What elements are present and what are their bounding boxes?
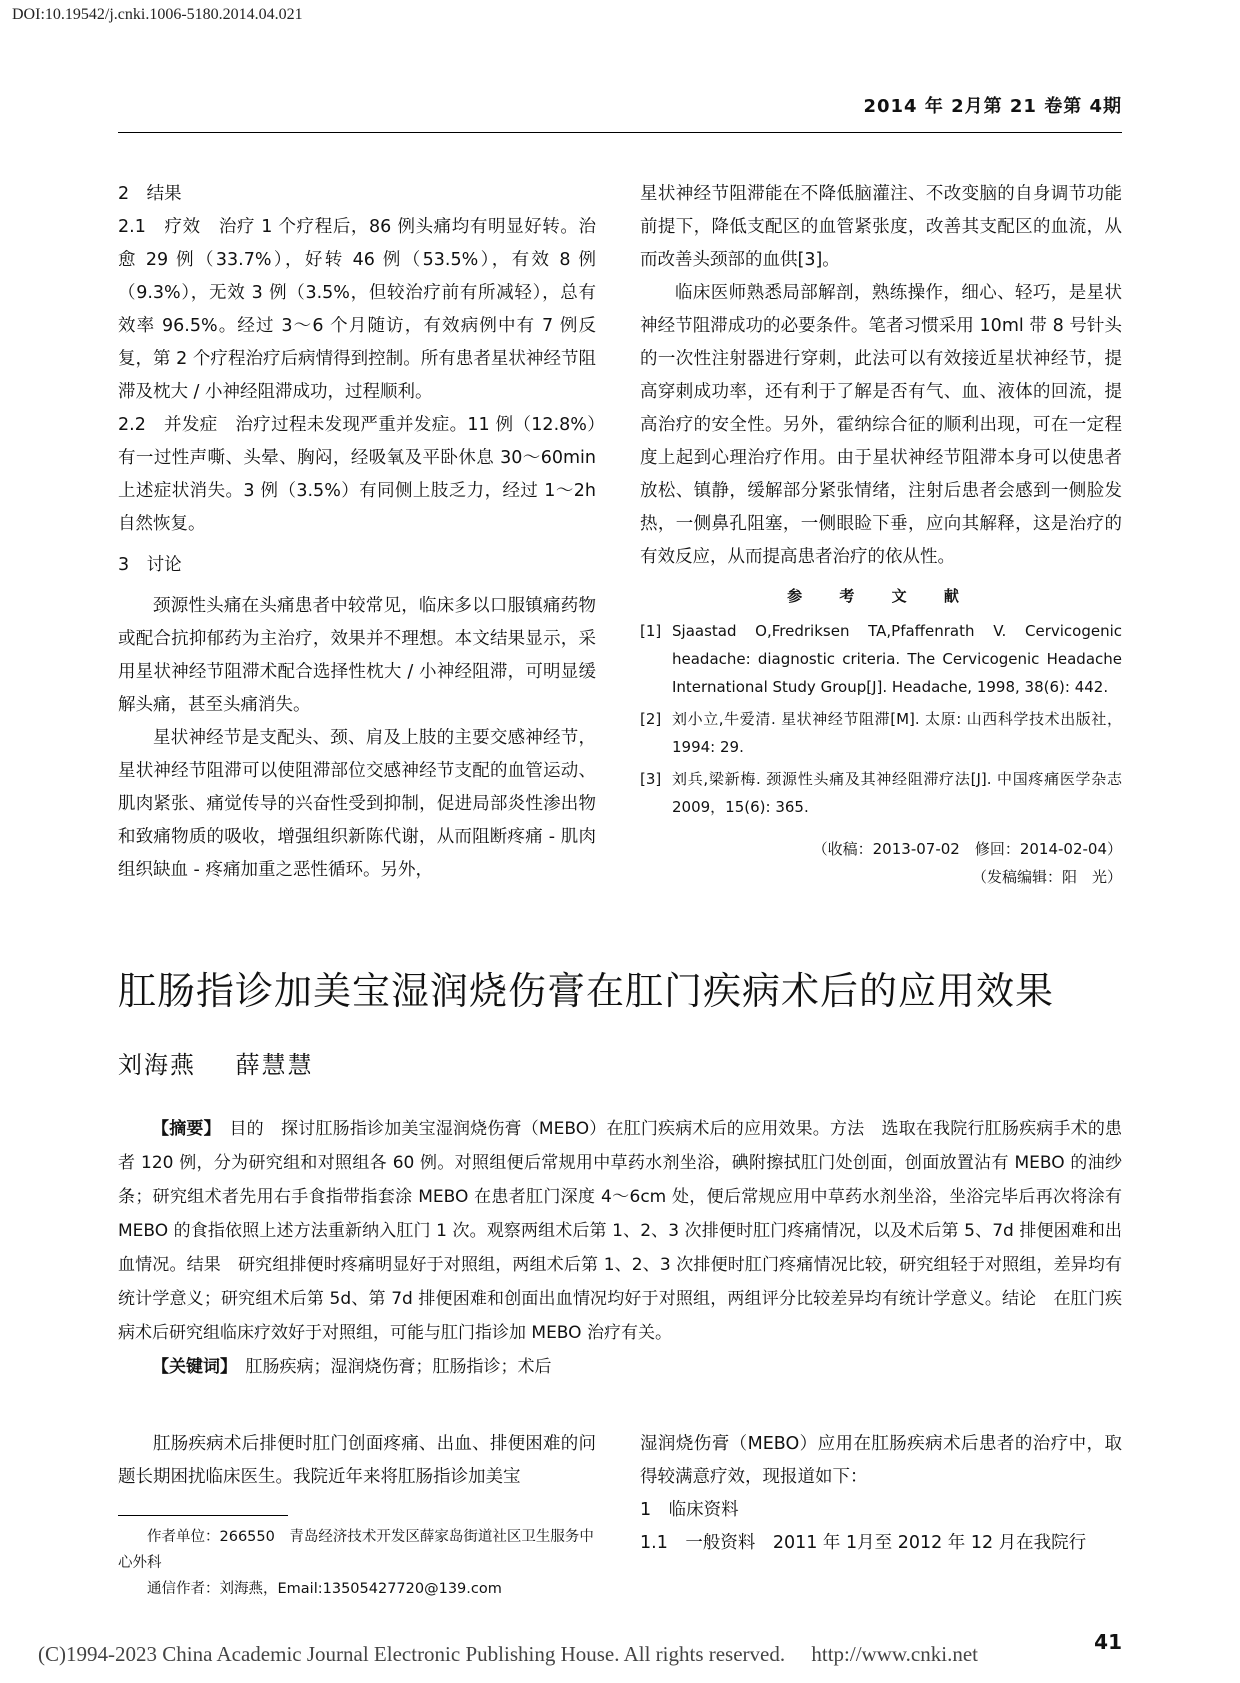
reference-item: [640, 617, 1122, 701]
abstract-label: 【摘要】: [152, 1119, 213, 1139]
prev-article-right-column: [640, 178, 1122, 891]
reference-number: [1]: [640, 622, 662, 640]
intro-paragraph-right: 湿润烧伤膏（MEBO）应用在肛肠疾病术后患者的治疗中，取得较满意疗效，现报道如下：: [640, 1434, 1122, 1487]
abstract-paragraph: [118, 1112, 1122, 1350]
article-right-column: [640, 1428, 1122, 1560]
keywords-paragraph: [118, 1350, 1122, 1384]
reference-item: [640, 765, 1122, 821]
paragraph-general-data: 1.1 一般资料 2011 年 1月至 2012 年 12 月在我院行: [640, 1533, 1087, 1553]
keywords-text: 肛肠疾病；湿润烧伤膏；肛肠指诊；术后: [245, 1357, 552, 1377]
reference-item: [640, 705, 1122, 761]
footnote-block: [118, 1524, 596, 1602]
intro-paragraph-left: 肛肠疾病术后排便时肛门创面疼痛、出血、排便困难的问题长期困扰临床医生。我院近年来将肛肠指诊加美宝: [118, 1434, 596, 1487]
reference-text: 刘小立,牛爱清. 星状神经节阻滞[M]. 太原: 山西科学技术出版社，1994: 29.: [672, 710, 1122, 756]
article-authors: [118, 1045, 344, 1080]
author-name: 薛慧慧: [235, 1051, 314, 1079]
article-left-column: [118, 1428, 596, 1494]
issue-info: 2014 年 2月第 21 卷第 4期: [863, 96, 1122, 117]
paragraph-discussion-1: 颈源性头痛在头痛患者中较常见，临床多以口服镇痛药物或配合抗抑郁药为主治疗，效果并不理想。本文结果显示，采用星状神经节阻滞术配合选择性枕大 / 小神经阻滞，可明显缓解头痛，甚至头痛消失。: [118, 596, 596, 715]
footnote-affiliation: 作者单位：266550 青岛经济技术开发区薛家岛街道社区卫生服务中心外科: [118, 1529, 594, 1571]
editor-credit: （发稿编辑：阳 光）: [971, 868, 1122, 886]
prev-article-left-column: [118, 178, 596, 887]
paragraph-discussion-2: 星状神经节是支配头、颈、肩及上肢的主要交感神经节，星状神经节阻滞可以使阻滞部位交感神经节支配的血管运动、肌肉紧张、痛觉传导的兴奋性受到抑制，促进局部炎性渗出物和致痛物质的吸收，增强组织新陈代谢，从而阻断疼痛 - 肌肉组织缺血 - 疼痛加重之恶性循环。另外，: [118, 728, 596, 880]
footnote-correspondence: 通信作者：刘海燕，Email:13505427720@139.com: [147, 1581, 502, 1597]
page-number: 41: [1094, 1630, 1122, 1654]
abstract-text: 目的 探讨肛肠指诊加美宝湿润烧伤膏（MEBO）在肛门疾病术后的应用效果。方法 选取在我院行肛肠疾病手术的患者 120 例，分为研究组和对照组各 60 例。对照组便后常规用中草药水剂坐浴，碘附擦拭肛门处创面，创面放置沾有 MEBO 的油纱条；研究组术者先用右手食指带指套涂 MEBO 在患者肛门深度 4～6cm 处，便后常规应用中草药水剂坐浴，坐浴完毕后再次将涂有 MEBO 的食指依照上述方法重新纳入肛门 1 次。观察两组术后第 1、2、3 次排便时肛门疼痛情况，以及术后第 5、7d 排便困难和出血情况。结果 研究组排便时疼痛明显好于对照组，两组术后第 1、2、3 次排便时肛门疼痛情况比较，研究组轻于对照组，差异均有统计学意义；研究组术后第 5d、第 7d 排便困难和创面出血情况均好于对照组，两组评分比较差异均有统计学意义。结论 在肛门疾病术后研究组临床疗效好于对照组，可能与肛门指诊加 MEBO 治疗有关。: [118, 1119, 1123, 1343]
footnote-rule: [118, 1515, 288, 1516]
paragraph-discussion-3: 星状神经节阻滞能在不降低脑灌注、不改变脑的自身调节功能前提下，降低支配区的血管紧张度，改善其支配区的血流，从而改善头颈部的血供[3]。: [640, 184, 1122, 270]
paragraph-discussion-4: 临床医师熟悉局部解剖，熟练操作，细心、轻巧，是星状神经节阻滞成功的必要条件。笔者习惯采用 10ml 带 8 号针头的一次性注射器进行穿刺，此法可以有效接近星状神经节，提高穿刺成功率，还有利于了解是否有气、血、液体的回流，提高治疗的安全性。另外，霍纳综合征的顺利出现，可在一定程度上起到心理治疗作用。由于星状神经节阻滞本身可以使患者放松、镇静，缓解部分紧张情绪，注射后患者会感到一侧脸发热，一侧鼻孔阻塞，一侧眼睑下垂，应向其解释，这是治疗的有效反应，从而提高患者治疗的依从性。: [640, 283, 1122, 567]
section-heading-clinical: 1 临床资料: [640, 1500, 739, 1520]
doi-line: DOI:10.19542/j.cnki.1006-5180.2014.04.021: [12, 6, 303, 23]
keywords-label: 【关键词】: [152, 1357, 229, 1377]
author-name: 刘海燕: [118, 1051, 196, 1079]
reference-text: 刘兵,梁新梅. 颈源性头痛及其神经阻滞疗法[J]. 中国疼痛医学杂志 2009，15(6): 365.: [672, 770, 1122, 816]
received-dates: （收稿：2013-07-02 修回：2014-02-04）: [812, 840, 1122, 858]
article-title: 肛肠指诊加美宝湿润烧伤膏在肛门疾病术后的应用效果: [118, 969, 1055, 1013]
paragraph-efficacy: 2.1 疗效 治疗 1 个疗程后，86 例头痛均有明显好转。治愈 29 例（33.7%），好转 46 例（53.5%），有效 8 例（9.3%），无效 3 例（3.5%，但较治疗前有所减轻），总有效率 96.5%。经过 3～6 个月随访，有效病例中有 7 例反复，第 2 个疗程治疗后病情得到控制。所有患者星状神经节阻滞及枕大 / 小神经阻滞成功，过程顺利。: [118, 217, 596, 402]
reference-text: Sjaastad O,Fredriksen TA,Pfaffenrath V. Cervicogenic headache: diagnostic criteria. The Cervicogenic Headache International Study Group[J]. Headache, 1998, 38(6): 442.: [672, 622, 1122, 696]
section-heading-discussion: 3 讨论: [118, 555, 182, 575]
reference-number: [2]: [640, 710, 662, 728]
references-heading: 参 考 文 献: [787, 587, 975, 605]
copyright-line: (C)1994-2023 China Academic Journal Electronic Publishing House. All rights reserved. http://www.cnki.net: [38, 1642, 978, 1666]
header-rule: [118, 132, 1122, 133]
abstract-block: [118, 1112, 1122, 1384]
section-heading-results: 2 结果: [118, 184, 182, 204]
reference-number: [3]: [640, 770, 662, 788]
paragraph-complications: 2.2 并发症 治疗过程未发现严重并发症。11 例（12.8%）有一过性声嘶、头晕、胸闷，经吸氧及平卧休息 30～60min 上述症状消失。3 例（3.5%）有同侧上肢乏力，经过 1～2h 自然恢复。: [118, 415, 596, 534]
